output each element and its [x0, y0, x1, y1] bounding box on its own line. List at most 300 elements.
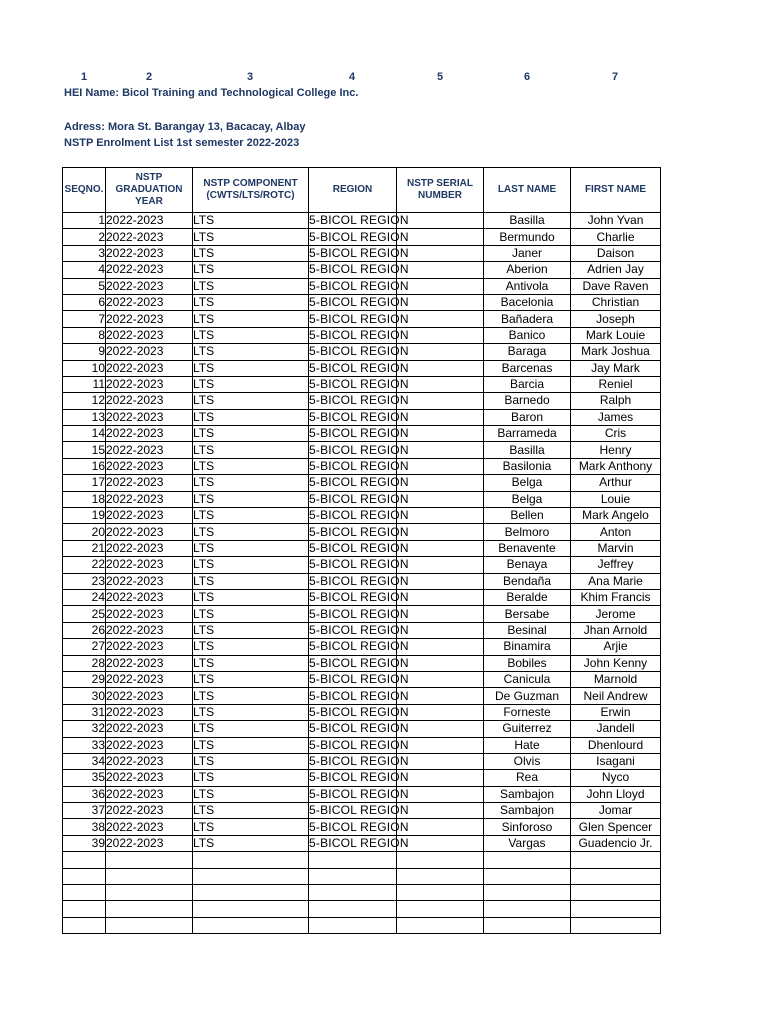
cell-component: LTS [193, 639, 309, 655]
cell-last-name: Guiterrez [484, 721, 571, 737]
cell-graduation-year: 2022-2023 [106, 622, 193, 638]
cell-component [193, 917, 309, 933]
cell-first-name: Reniel [571, 376, 661, 392]
cell-first-name: Glen Spencer [571, 819, 661, 835]
enrolment-table [62, 167, 661, 934]
cell-first-name: Marnold [571, 671, 661, 687]
cell-first-name: Jay Mark [571, 360, 661, 376]
cell-first-name: Adrien Jay [571, 262, 661, 278]
cell-serial-number [397, 213, 484, 229]
cell-region: 5-BICOL REGION [309, 311, 409, 326]
table-row [63, 245, 661, 261]
cell-last-name: Barcia [484, 376, 571, 392]
cell-first-name: John Lloyd [571, 786, 661, 802]
cell-graduation-year: 2022-2023 [106, 360, 193, 376]
cell-component: LTS [193, 753, 309, 769]
cell-region: 5-BICOL REGION [309, 770, 409, 785]
table-row [63, 622, 661, 638]
cell-seqno: 4 [63, 262, 106, 278]
cell-last-name [484, 917, 571, 933]
table-row [63, 786, 661, 802]
cell-region: 5-BICOL REGION [309, 327, 409, 342]
cell-component: LTS [193, 557, 309, 573]
cell-serial-number [397, 360, 484, 376]
column-header-serial-number: NSTP SERIAL NUMBER [397, 168, 484, 213]
column-number: 6 [523, 71, 531, 83]
cell-component [193, 901, 309, 917]
cell-first-name: Jeffrey [571, 557, 661, 573]
cell-component: LTS [193, 770, 309, 786]
cell-seqno: 39 [63, 835, 106, 851]
cell-first-name: Cris [571, 426, 661, 442]
cell-graduation-year [106, 852, 193, 868]
cell-serial-number [397, 458, 484, 474]
cell-seqno: 23 [63, 573, 106, 589]
table-row [63, 589, 661, 605]
cell-first-name: Dhenlourd [571, 737, 661, 753]
cell-seqno [63, 917, 106, 933]
cell-last-name [484, 901, 571, 917]
cell-graduation-year: 2022-2023 [106, 393, 193, 409]
cell-graduation-year: 2022-2023 [106, 426, 193, 442]
cell-last-name: Sinforoso [484, 819, 571, 835]
cell-graduation-year: 2022-2023 [106, 442, 193, 458]
cell-seqno: 7 [63, 311, 106, 327]
cell-region: 5-BICOL REGION [309, 836, 409, 851]
cell-graduation-year: 2022-2023 [106, 819, 193, 835]
cell-seqno: 6 [63, 294, 106, 310]
cell-last-name: Binamira [484, 639, 571, 655]
cell-serial-number [397, 573, 484, 589]
cell-seqno: 36 [63, 786, 106, 802]
cell-last-name: Belmoro [484, 524, 571, 540]
table-row [63, 327, 661, 343]
cell-graduation-year: 2022-2023 [106, 704, 193, 720]
cell-last-name: Vargas [484, 835, 571, 851]
cell-component: LTS [193, 606, 309, 622]
column-header-first-name: FIRST NAME [571, 168, 661, 213]
cell-graduation-year: 2022-2023 [106, 606, 193, 622]
table-row [63, 885, 661, 901]
table-row [63, 721, 661, 737]
table-row [63, 458, 661, 474]
cell-last-name: Barnedo [484, 393, 571, 409]
cell-component: LTS [193, 540, 309, 556]
cell-serial-number [397, 278, 484, 294]
cell-serial-number [397, 442, 484, 458]
cell-seqno: 35 [63, 770, 106, 786]
cell-component: LTS [193, 573, 309, 589]
cell-first-name: Daison [571, 245, 661, 261]
cell-region [309, 885, 397, 901]
cell-region: 5-BICOL REGION [309, 491, 409, 506]
cell-serial-number [397, 688, 484, 704]
cell-graduation-year: 2022-2023 [106, 770, 193, 786]
cell-region: 5-BICOL REGION [309, 295, 409, 310]
cell-region: 5-BICOL REGION [309, 229, 409, 244]
cell-region: 5-BICOL REGION [309, 475, 409, 490]
cell-graduation-year [106, 885, 193, 901]
table-row [63, 819, 661, 835]
cell-serial-number [397, 868, 484, 884]
address: Adress: Mora St. Barangay 13, Bacacay, Albay [64, 121, 306, 133]
cell-seqno: 20 [63, 524, 106, 540]
cell-graduation-year: 2022-2023 [106, 688, 193, 704]
cell-seqno: 22 [63, 557, 106, 573]
cell-last-name [484, 868, 571, 884]
cell-last-name: Beralde [484, 589, 571, 605]
cell-component: LTS [193, 688, 309, 704]
cell-component: LTS [193, 803, 309, 819]
cell-component: LTS [193, 393, 309, 409]
cell-seqno: 10 [63, 360, 106, 376]
cell-serial-number [397, 737, 484, 753]
cell-component: LTS [193, 213, 309, 229]
cell-region: 5-BICOL REGION [309, 245, 409, 260]
cell-serial-number [397, 753, 484, 769]
cell-serial-number [397, 294, 484, 310]
cell-component: LTS [193, 737, 309, 753]
cell-component: LTS [193, 442, 309, 458]
cell-component: LTS [193, 655, 309, 671]
cell-region: 5-BICOL REGION [309, 754, 409, 769]
table-row [63, 557, 661, 573]
table-row [63, 688, 661, 704]
table-row [63, 311, 661, 327]
cell-graduation-year: 2022-2023 [106, 786, 193, 802]
cell-graduation-year [106, 901, 193, 917]
cell-component [193, 868, 309, 884]
cell-serial-number [397, 721, 484, 737]
cell-last-name: Barcenas [484, 360, 571, 376]
cell-seqno: 38 [63, 819, 106, 835]
cell-last-name: Bermundo [484, 229, 571, 245]
cell-serial-number [397, 803, 484, 819]
cell-region: 5-BICOL REGION [309, 213, 409, 228]
cell-graduation-year: 2022-2023 [106, 327, 193, 343]
table-row [63, 540, 661, 556]
cell-first-name: Charlie [571, 229, 661, 245]
column-header-component: NSTP COMPONENT (CWTS/LTS/ROTC) [193, 168, 309, 213]
column-number: 3 [246, 71, 254, 83]
cell-graduation-year [106, 917, 193, 933]
cell-component: LTS [193, 360, 309, 376]
cell-first-name: Jerome [571, 606, 661, 622]
cell-first-name [571, 885, 661, 901]
column-header-seqno: SEQNO. [63, 168, 106, 213]
cell-graduation-year: 2022-2023 [106, 721, 193, 737]
cell-last-name: Bobiles [484, 655, 571, 671]
cell-component: LTS [193, 671, 309, 687]
table-row [63, 294, 661, 310]
table-header [63, 168, 661, 213]
cell-seqno: 31 [63, 704, 106, 720]
cell-last-name: Bacelonia [484, 294, 571, 310]
cell-region: 5-BICOL REGION [309, 786, 409, 801]
cell-seqno: 29 [63, 671, 106, 687]
cell-region: 5-BICOL REGION [309, 524, 409, 539]
cell-region [309, 917, 397, 933]
table-row [63, 475, 661, 491]
cell-last-name: Belga [484, 475, 571, 491]
table-row [63, 606, 661, 622]
cell-seqno: 1 [63, 213, 106, 229]
cell-component: LTS [193, 262, 309, 278]
cell-serial-number [397, 704, 484, 720]
cell-graduation-year [106, 868, 193, 884]
cell-region: 5-BICOL REGION [309, 622, 409, 637]
cell-region: 5-BICOL REGION [309, 409, 409, 424]
cell-seqno: 13 [63, 409, 106, 425]
cell-graduation-year: 2022-2023 [106, 753, 193, 769]
cell-last-name: Baraga [484, 344, 571, 360]
cell-component: LTS [193, 508, 309, 524]
cell-serial-number [397, 852, 484, 868]
column-header-region: REGION [309, 168, 397, 213]
cell-serial-number [397, 409, 484, 425]
table-row [63, 229, 661, 245]
cell-first-name: Louie [571, 491, 661, 507]
cell-serial-number [397, 245, 484, 261]
cell-component: LTS [193, 704, 309, 720]
cell-region: 5-BICOL REGION [309, 377, 409, 392]
cell-component: LTS [193, 294, 309, 310]
cell-serial-number [397, 770, 484, 786]
cell-component: LTS [193, 819, 309, 835]
cell-first-name: Khim Francis [571, 589, 661, 605]
table-row [63, 573, 661, 589]
cell-seqno: 37 [63, 803, 106, 819]
cell-last-name: Baron [484, 409, 571, 425]
cell-serial-number [397, 917, 484, 933]
cell-graduation-year: 2022-2023 [106, 376, 193, 392]
cell-first-name: Jandell [571, 721, 661, 737]
cell-region: 5-BICOL REGION [309, 278, 409, 293]
cell-region: 5-BICOL REGION [309, 557, 409, 572]
cell-graduation-year: 2022-2023 [106, 229, 193, 245]
cell-seqno: 26 [63, 622, 106, 638]
cell-serial-number [397, 786, 484, 802]
cell-serial-number [397, 819, 484, 835]
cell-graduation-year: 2022-2023 [106, 213, 193, 229]
cell-seqno: 21 [63, 540, 106, 556]
cell-graduation-year: 2022-2023 [106, 294, 193, 310]
cell-graduation-year: 2022-2023 [106, 311, 193, 327]
cell-serial-number [397, 622, 484, 638]
cell-region: 5-BICOL REGION [309, 655, 409, 670]
column-number-row [0, 71, 768, 85]
cell-first-name: Arthur [571, 475, 661, 491]
cell-region: 5-BICOL REGION [309, 606, 409, 621]
column-number: 2 [145, 71, 153, 83]
cell-first-name: Isagani [571, 753, 661, 769]
cell-last-name: Bendaña [484, 573, 571, 589]
cell-last-name: Antivola [484, 278, 571, 294]
cell-component: LTS [193, 622, 309, 638]
cell-first-name: Guadencio Jr. [571, 835, 661, 851]
cell-last-name: Bersabe [484, 606, 571, 622]
list-title: NSTP Enrolment List 1st semester 2022-2023 [64, 137, 300, 149]
cell-region: 5-BICOL REGION [309, 459, 409, 474]
column-header-graduation-year: NSTP GRADUATION YEAR [106, 168, 193, 213]
cell-region: 5-BICOL REGION [309, 819, 409, 834]
cell-seqno: 12 [63, 393, 106, 409]
cell-seqno: 33 [63, 737, 106, 753]
cell-serial-number [397, 376, 484, 392]
cell-seqno: 25 [63, 606, 106, 622]
cell-region: 5-BICOL REGION [309, 508, 409, 523]
cell-seqno: 30 [63, 688, 106, 704]
table-row [63, 278, 661, 294]
cell-last-name: Aberion [484, 262, 571, 278]
table-row [63, 491, 661, 507]
cell-first-name: James [571, 409, 661, 425]
cell-serial-number [397, 540, 484, 556]
table-row [63, 868, 661, 884]
cell-seqno: 27 [63, 639, 106, 655]
cell-region: 5-BICOL REGION [309, 721, 409, 736]
cell-region: 5-BICOL REGION [309, 360, 409, 375]
cell-first-name [571, 868, 661, 884]
table-row [63, 639, 661, 655]
cell-serial-number [397, 835, 484, 851]
cell-seqno: 16 [63, 458, 106, 474]
table-row [63, 835, 661, 851]
cell-first-name: Jomar [571, 803, 661, 819]
table-row [63, 213, 661, 229]
cell-seqno: 3 [63, 245, 106, 261]
cell-graduation-year: 2022-2023 [106, 671, 193, 687]
cell-serial-number [397, 491, 484, 507]
cell-component: LTS [193, 786, 309, 802]
cell-component [193, 885, 309, 901]
cell-region [309, 868, 397, 884]
cell-first-name: Ralph [571, 393, 661, 409]
cell-first-name [571, 917, 661, 933]
cell-seqno: 14 [63, 426, 106, 442]
table-row [63, 803, 661, 819]
cell-first-name: John Yvan [571, 213, 661, 229]
cell-graduation-year: 2022-2023 [106, 557, 193, 573]
cell-last-name [484, 885, 571, 901]
cell-component: LTS [193, 721, 309, 737]
table-row [63, 426, 661, 442]
cell-first-name: Marvin [571, 540, 661, 556]
cell-seqno: 5 [63, 278, 106, 294]
cell-last-name: Benavente [484, 540, 571, 556]
table-row [63, 671, 661, 687]
cell-region: 5-BICOL REGION [309, 688, 409, 703]
cell-first-name [571, 901, 661, 917]
cell-first-name: Christian [571, 294, 661, 310]
table-row [63, 704, 661, 720]
cell-serial-number [397, 508, 484, 524]
table-row [63, 524, 661, 540]
cell-graduation-year: 2022-2023 [106, 262, 193, 278]
cell-seqno: 8 [63, 327, 106, 343]
cell-graduation-year: 2022-2023 [106, 737, 193, 753]
cell-seqno: 28 [63, 655, 106, 671]
cell-serial-number [397, 524, 484, 540]
column-number: 7 [611, 71, 619, 83]
cell-region: 5-BICOL REGION [309, 803, 409, 818]
cell-first-name: Ana Marie [571, 573, 661, 589]
cell-graduation-year: 2022-2023 [106, 835, 193, 851]
cell-last-name: Janer [484, 245, 571, 261]
cell-last-name: De Guzman [484, 688, 571, 704]
cell-serial-number [397, 327, 484, 343]
cell-region: 5-BICOL REGION [309, 426, 409, 441]
cell-graduation-year: 2022-2023 [106, 245, 193, 261]
cell-last-name: Sambajon [484, 786, 571, 802]
cell-graduation-year: 2022-2023 [106, 344, 193, 360]
cell-serial-number [397, 426, 484, 442]
cell-serial-number [397, 901, 484, 917]
column-number: 4 [348, 71, 356, 83]
cell-region: 5-BICOL REGION [309, 262, 409, 277]
table-row [63, 655, 661, 671]
cell-component: LTS [193, 376, 309, 392]
table-row [63, 262, 661, 278]
cell-last-name: Benaya [484, 557, 571, 573]
cell-first-name: Mark Joshua [571, 344, 661, 360]
cell-last-name: Basilla [484, 213, 571, 229]
cell-region: 5-BICOL REGION [309, 442, 409, 457]
cell-component: LTS [193, 835, 309, 851]
cell-region: 5-BICOL REGION [309, 590, 409, 605]
cell-graduation-year: 2022-2023 [106, 491, 193, 507]
cell-seqno [63, 901, 106, 917]
cell-first-name: Anton [571, 524, 661, 540]
cell-component: LTS [193, 409, 309, 425]
cell-first-name: Neil Andrew [571, 688, 661, 704]
cell-region: 5-BICOL REGION [309, 704, 409, 719]
table-row [63, 344, 661, 360]
cell-serial-number [397, 671, 484, 687]
cell-seqno: 19 [63, 508, 106, 524]
cell-last-name: Belga [484, 491, 571, 507]
cell-serial-number [397, 639, 484, 655]
cell-graduation-year: 2022-2023 [106, 278, 193, 294]
cell-graduation-year: 2022-2023 [106, 589, 193, 605]
header-row [63, 168, 661, 213]
table-row [63, 442, 661, 458]
cell-graduation-year: 2022-2023 [106, 639, 193, 655]
cell-region: 5-BICOL REGION [309, 639, 409, 654]
cell-serial-number [397, 393, 484, 409]
column-number: 5 [436, 71, 444, 83]
cell-first-name: Nyco [571, 770, 661, 786]
table-row [63, 852, 661, 868]
cell-seqno: 32 [63, 721, 106, 737]
table-row [63, 409, 661, 425]
cell-seqno: 17 [63, 475, 106, 491]
cell-graduation-year: 2022-2023 [106, 508, 193, 524]
cell-graduation-year: 2022-2023 [106, 573, 193, 589]
cell-graduation-year: 2022-2023 [106, 524, 193, 540]
cell-serial-number [397, 557, 484, 573]
cell-graduation-year: 2022-2023 [106, 655, 193, 671]
table-row [63, 360, 661, 376]
cell-serial-number [397, 229, 484, 245]
cell-last-name: Besinal [484, 622, 571, 638]
table-row [63, 393, 661, 409]
cell-graduation-year: 2022-2023 [106, 409, 193, 425]
cell-last-name: Bañadera [484, 311, 571, 327]
cell-component: LTS [193, 524, 309, 540]
cell-serial-number [397, 475, 484, 491]
cell-last-name: Basilonia [484, 458, 571, 474]
